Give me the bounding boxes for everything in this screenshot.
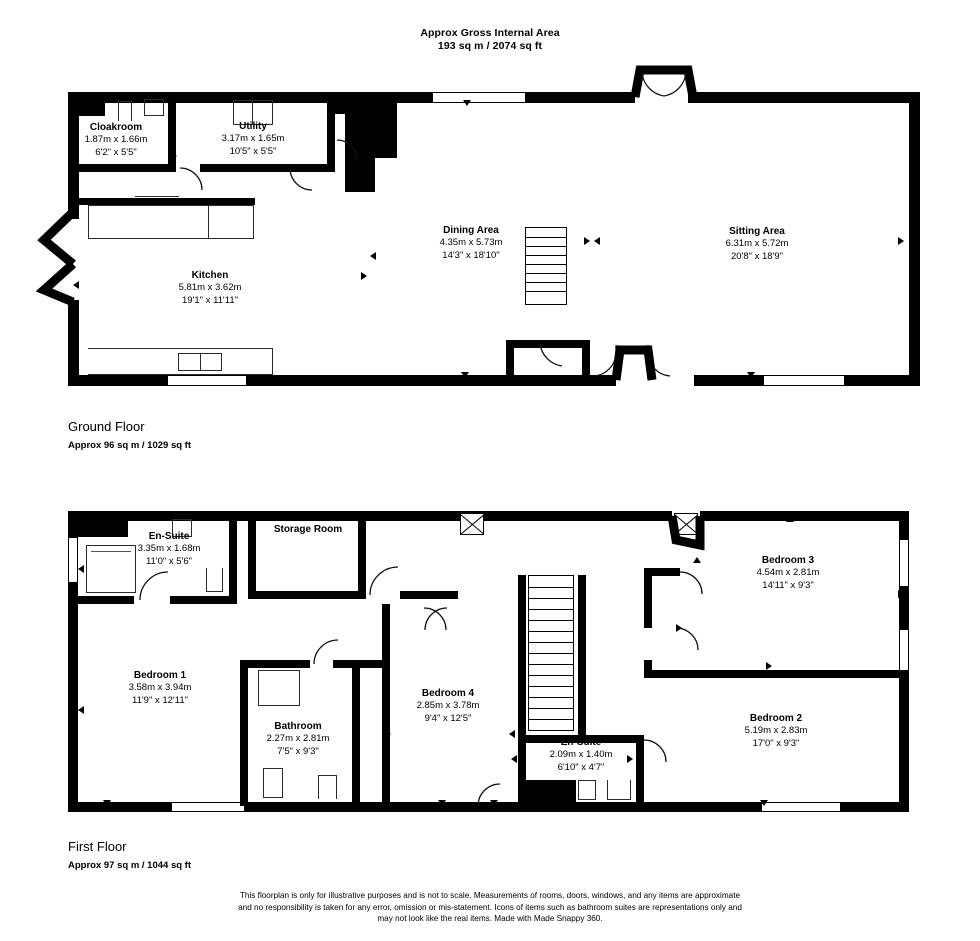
ensuite1-wc-bottom (206, 591, 223, 592)
cloakroom-basin (144, 99, 164, 100)
dim-arrow-gf-6 (361, 272, 367, 280)
room-imperial: 17'0" x 9'3" (752, 737, 800, 749)
room-name: En-Suite (560, 737, 602, 748)
room-label-kitchen (145, 270, 275, 307)
bathroom-bath-left (258, 670, 259, 706)
wall-ff-br3-left (644, 568, 652, 628)
dim-arrow-gf-8 (584, 237, 590, 245)
wall-gf-porch-right (582, 340, 590, 380)
ensuite1-wc-right (222, 568, 223, 592)
window-gf-top-1 (433, 92, 525, 103)
window-gf-bottom-2 (764, 375, 844, 386)
room-name: En-Suite (148, 531, 190, 542)
cloakroom-wc-l (118, 101, 119, 121)
room-name: Bedroom 3 (761, 555, 815, 566)
dim-arrow-gf-2 (751, 96, 759, 102)
kitchen-counter-edge (88, 238, 254, 239)
kitchen-counter-bottom (88, 348, 273, 349)
window-ff-right-1 (899, 540, 909, 586)
room-metric: 3.58m x 3.94m (128, 682, 192, 694)
wall-gf-top-mid (525, 92, 635, 103)
skylight-hatch-1 (460, 513, 484, 535)
room-imperial: 14'3" x 18'10" (442, 249, 500, 261)
bathroom-wc-top (318, 775, 337, 776)
ensuite1-basin-top (172, 519, 192, 520)
room-name: Kitchen (191, 270, 229, 281)
bathroom-wc-left (318, 775, 319, 799)
disclaimer (110, 890, 870, 925)
cloakroom-wc-r (131, 101, 132, 121)
ensuite2-basin-left (578, 780, 579, 800)
cloakroom-corner-fill (79, 96, 105, 116)
ground-floor-title: Ground Floor (68, 419, 145, 434)
wall-gf-hall-mass3 (375, 96, 397, 158)
first-floor-area: Approx 97 sq m / 1044 sq ft (68, 860, 192, 871)
ensuite2-basin-top (578, 780, 596, 781)
room-metric: 6.31m x 5.72m (725, 238, 789, 250)
skylight-hatch-2 (674, 513, 698, 535)
dim-arrow-gf-9 (594, 237, 600, 245)
room-metric: 3.35m x 1.68m (137, 543, 201, 555)
room-imperial: 6'2" x 5'5" (95, 146, 137, 158)
window-ff-bottom-2 (762, 802, 840, 812)
disclaimer-line-3: may not look like the real items. Made with Made Snappy 360. (377, 914, 603, 924)
room-label-bedroom-3 (723, 555, 853, 592)
room-name: Utility (239, 121, 267, 132)
wall-ff-stair-left (518, 575, 526, 812)
room-metric: 5.19m x 2.83m (744, 725, 808, 737)
window-ff-left-1 (68, 538, 78, 582)
wall-ff-ensuite1-bottom (78, 596, 134, 604)
room-metric: 4.54m x 2.81m (756, 567, 820, 579)
gross-area-heading (340, 27, 640, 53)
room-imperial: 20'8" x 18'9" (730, 250, 784, 262)
stairs-first (528, 575, 574, 731)
room-name: Dining Area (443, 225, 499, 236)
room-imperial: 6'10" x 4'7" (557, 761, 605, 773)
room-name: Storage Room (273, 524, 343, 535)
bathroom-wc-right (336, 775, 337, 799)
wall-gf-bottom-mid (506, 375, 616, 386)
cloakroom-basin-r (163, 99, 164, 116)
dim-arrow-ff-2 (78, 565, 84, 573)
bath-outline-left (86, 545, 87, 593)
wall-gf-top-right (688, 92, 920, 103)
disclaimer-line-1: This floorplan is only for illustrative purposes and is not to scale. Measurements of rooms, doors, windows, and any items are approximate (239, 891, 741, 900)
room-label-bedroom-2 (711, 713, 841, 750)
wall-gf-utility-right (327, 96, 335, 172)
room-imperial: 9'4" x 12'5" (424, 712, 472, 724)
room-label-bedroom-1 (95, 670, 225, 707)
dim-arrow-ff-4 (78, 706, 84, 714)
window-gf-bottom-1 (168, 375, 246, 386)
room-label-dining-area (406, 225, 536, 262)
room-metric: 5.81m x 3.62m (178, 282, 242, 294)
wall-ff-stair-right (578, 575, 586, 735)
gf-top-door-arcs (642, 72, 686, 96)
dim-arrow-gf-1 (463, 100, 471, 106)
ensuite2-shower-bottom (607, 799, 631, 800)
bathroom-bath-bottom (258, 705, 300, 706)
dim-arrow-ff-8 (385, 730, 391, 738)
first-floor-title: First Floor (68, 839, 127, 854)
room-name: Bedroom 1 (133, 670, 187, 681)
dim-arrow-ff-13 (438, 800, 446, 806)
gross-area-value: 193 sq m / 2074 sq ft (437, 40, 543, 52)
room-name: Cloakroom (89, 122, 143, 133)
dim-arrow-ff-7 (766, 662, 772, 670)
room-label-ensuite-1 (104, 531, 234, 568)
ensuite1-wc-left (206, 568, 207, 592)
dim-arrow-ff-16 (693, 557, 701, 563)
room-label-cloakroom (56, 122, 176, 159)
room-imperial: 11'0" x 5'6" (145, 555, 193, 567)
cloakroom-basin-l (144, 99, 145, 116)
wall-ff-landing-div (240, 660, 310, 668)
wall-ff-landing-div2 (333, 660, 390, 668)
room-metric: 1.87m x 1.66m (84, 134, 148, 146)
dim-arrow-ff-15 (760, 800, 768, 806)
bathroom-bath-right (299, 670, 300, 706)
cloakroom-wc (118, 101, 132, 102)
dim-arrow-ff-9 (509, 730, 515, 738)
wall-gf-left-jog (68, 205, 79, 219)
dim-arrow-gf-12 (747, 372, 755, 378)
room-imperial: 11'9" x 12'11" (132, 694, 188, 706)
room-name: Bathroom (274, 721, 322, 732)
bathroom-bath-top (258, 670, 300, 671)
room-imperial: 10'5" x 5'5" (229, 145, 277, 157)
room-imperial: 14'11" x 9'3" (762, 579, 814, 591)
wall-ff-br2-top (644, 670, 909, 678)
kitchen-counter-bottom-r (272, 348, 273, 375)
kitchen-counter-bottom2 (88, 374, 273, 375)
wall-ff-bottom-4 (840, 802, 909, 812)
room-name: Bedroom 4 (421, 688, 475, 699)
gf-entry-recess (635, 70, 693, 97)
dim-arrow-ff-3 (231, 571, 237, 579)
room-metric: 2.85m x 3.78m (416, 700, 480, 712)
room-metric: 2.27m x 2.81m (266, 733, 330, 745)
wall-ff-storage-bottom2 (400, 591, 458, 599)
wall-ff-stair-base-mass (518, 780, 576, 810)
room-label-storage-room (243, 524, 373, 536)
dim-arrow-ff-12 (103, 800, 111, 806)
dim-arrow-ff-1 (786, 516, 794, 522)
wall-gf-utility-bottom (79, 164, 175, 172)
wall-gf-right (909, 92, 920, 386)
dim-arrow-ff-14 (490, 800, 498, 806)
dim-arrow-ff-5 (898, 590, 904, 598)
room-label-bedroom-4 (383, 688, 513, 725)
wall-gf-hall-mass2 (345, 96, 375, 192)
room-metric: 2.09m x 1.40m (549, 749, 613, 761)
wall-ff-br3-landing (652, 568, 680, 576)
kitchen-counter-right (253, 205, 254, 239)
dim-arrow-gf-7 (370, 252, 376, 260)
ensuite2-basin-right (595, 780, 596, 800)
kitchen-counter-top (88, 205, 254, 206)
wall-gf-utility-bottom2 (200, 164, 335, 172)
room-label-bathroom (233, 721, 363, 758)
room-label-utility (193, 121, 313, 158)
kitchen-sink-div (200, 353, 201, 371)
window-ff-bottom-1 (172, 802, 244, 812)
gross-area-title: Approx Gross Internal Area (420, 27, 560, 39)
dim-arrow-gf-5 (73, 281, 79, 289)
kitchen-hob-box (135, 196, 179, 197)
wall-ff-bottom-1 (68, 802, 172, 812)
wall-gf-kitchen-top (79, 198, 255, 205)
dim-arrow-gf-10 (898, 237, 904, 245)
wall-ff-top-left (68, 511, 672, 521)
room-label-ensuite-2 (516, 737, 646, 774)
wall-gf-left-lower (68, 300, 79, 386)
wall-gf-bottom-left (68, 375, 168, 386)
room-label-sitting-area (692, 226, 822, 263)
wall-ff-ensuite1-bottom2 (170, 596, 237, 604)
ground-floor-area: Approx 96 sq m / 1029 sq ft (68, 440, 192, 451)
room-metric: 4.35m x 5.73m (439, 237, 503, 249)
dim-arrow-ff-6 (676, 624, 682, 632)
kitchen-counter-left (88, 205, 89, 239)
ensuite2-shower-right (630, 780, 631, 800)
ensuite2-shower-left (607, 780, 608, 800)
wall-gf-bottom-right2 (844, 375, 920, 386)
bathroom-basin-top (263, 768, 283, 769)
room-imperial: 7'5" x 9'3" (277, 745, 319, 757)
kitchen-sink-left (178, 353, 179, 371)
room-name: Sitting Area (729, 226, 785, 237)
bathroom-basin-right (282, 768, 283, 798)
kitchen-sink-right (221, 353, 222, 371)
gf-bottom-recess (616, 350, 652, 380)
bath-outline-bottom (86, 592, 136, 593)
dim-arrow-gf-11 (461, 372, 469, 378)
bathroom-basin-left (263, 768, 264, 798)
wall-gf-porch-top (506, 340, 590, 348)
kitchen-counter-div (208, 205, 209, 239)
bathroom-basin-bottom (263, 797, 283, 798)
room-name: Bedroom 2 (749, 713, 803, 724)
room-metric: 3.17m x 1.65m (221, 133, 285, 145)
gf-angled-walls (44, 212, 73, 302)
wall-ff-top-right (700, 511, 909, 521)
disclaimer-line-2: and no responsibility is taken for any error, omission or mis-statement. Icons of items such as bathroom suites are representations only and (238, 902, 742, 912)
ensuite2-basin-bottom (578, 799, 596, 800)
gf-bottom-door-arcs (540, 344, 670, 376)
room-imperial: 19'1" x 11'11" (182, 294, 238, 306)
wall-ff-storage-bottom (248, 591, 366, 599)
cloakroom-basin-b (144, 115, 164, 116)
